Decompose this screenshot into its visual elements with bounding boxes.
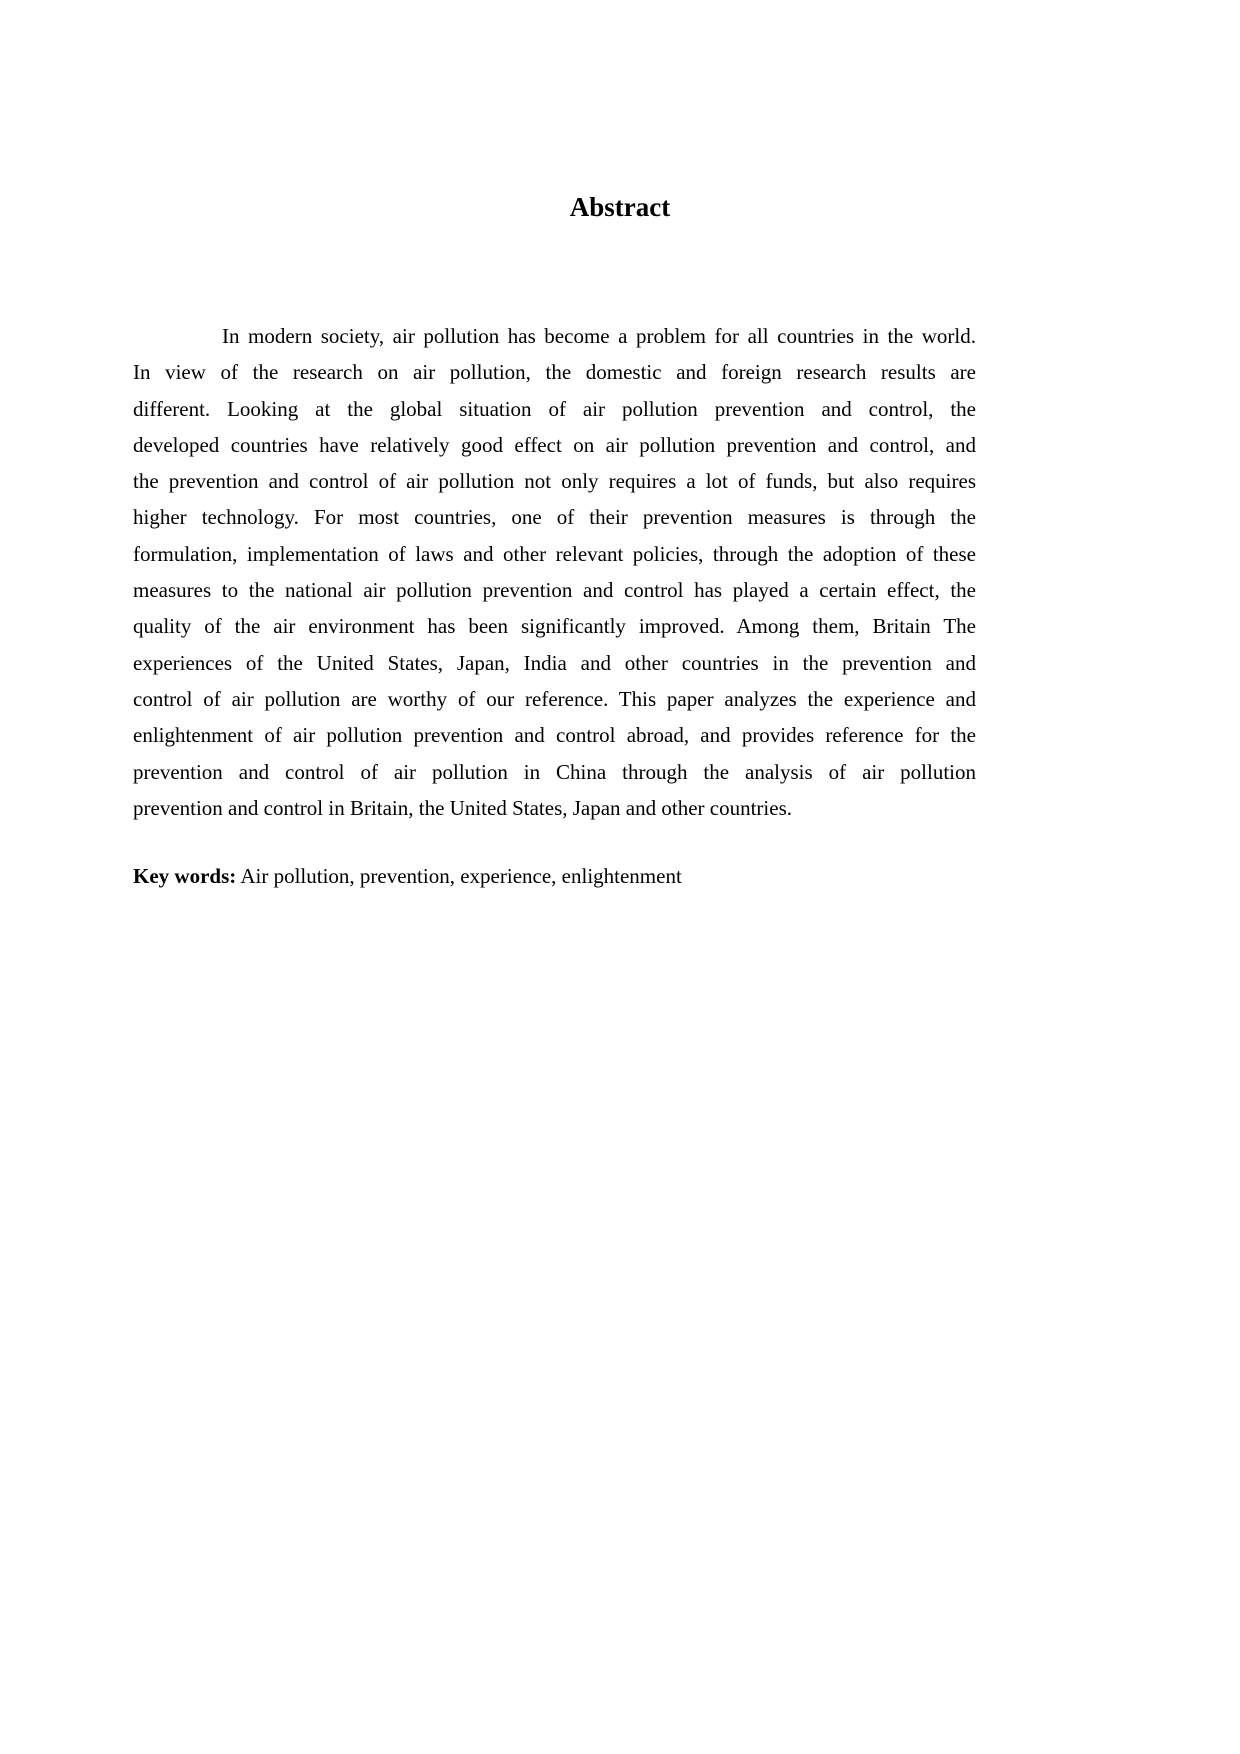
abstract-line: the prevention and control of air pollution not only requires a lot of funds, but also requires (133, 469, 976, 494)
keywords-value: Air pollution, prevention, experience, enlightenment (236, 864, 682, 888)
keywords (133, 858, 682, 894)
abstract-line: quality of the air environment has been significantly improved. Among them, Britain The (133, 614, 976, 639)
abstract-line: control of air pollution are worthy of our reference. This paper analyzes the experience and (133, 686, 976, 711)
keywords-label: Key words: (133, 864, 237, 888)
abstract-line: prevention and control in Britain, the United States, Japan and other countries. (133, 795, 792, 820)
abstract-line: experiences of the United States, Japan, India and other countries in the prevention and (133, 650, 976, 675)
abstract-line: developed countries have relatively good effect on air pollution prevention and control, and (133, 432, 976, 457)
abstract-paragraph (133, 318, 976, 826)
abstract-line: enlightenment of air pollution prevention and control abroad, and provides reference for the (133, 723, 976, 748)
page-title: Abstract (569, 192, 671, 222)
abstract-line: In modern society, air pollution has become a problem for all countries in the world. (222, 324, 976, 348)
abstract-line: different. Looking at the global situation of air pollution prevention and control, the (133, 396, 976, 421)
abstract-line: In view of the research on air pollution, the domestic and foreign research results are (133, 360, 976, 385)
abstract-line: higher technology. For most countries, one of their prevention measures is through the (133, 505, 976, 530)
abstract-line: formulation, implementation of laws and other relevant policies, through the adoption of these (133, 541, 976, 566)
abstract-line: measures to the national air pollution prevention and control has played a certain effect, the (133, 578, 976, 603)
abstract-line: prevention and control of air pollution in China through the analysis of air pollution (133, 759, 976, 784)
